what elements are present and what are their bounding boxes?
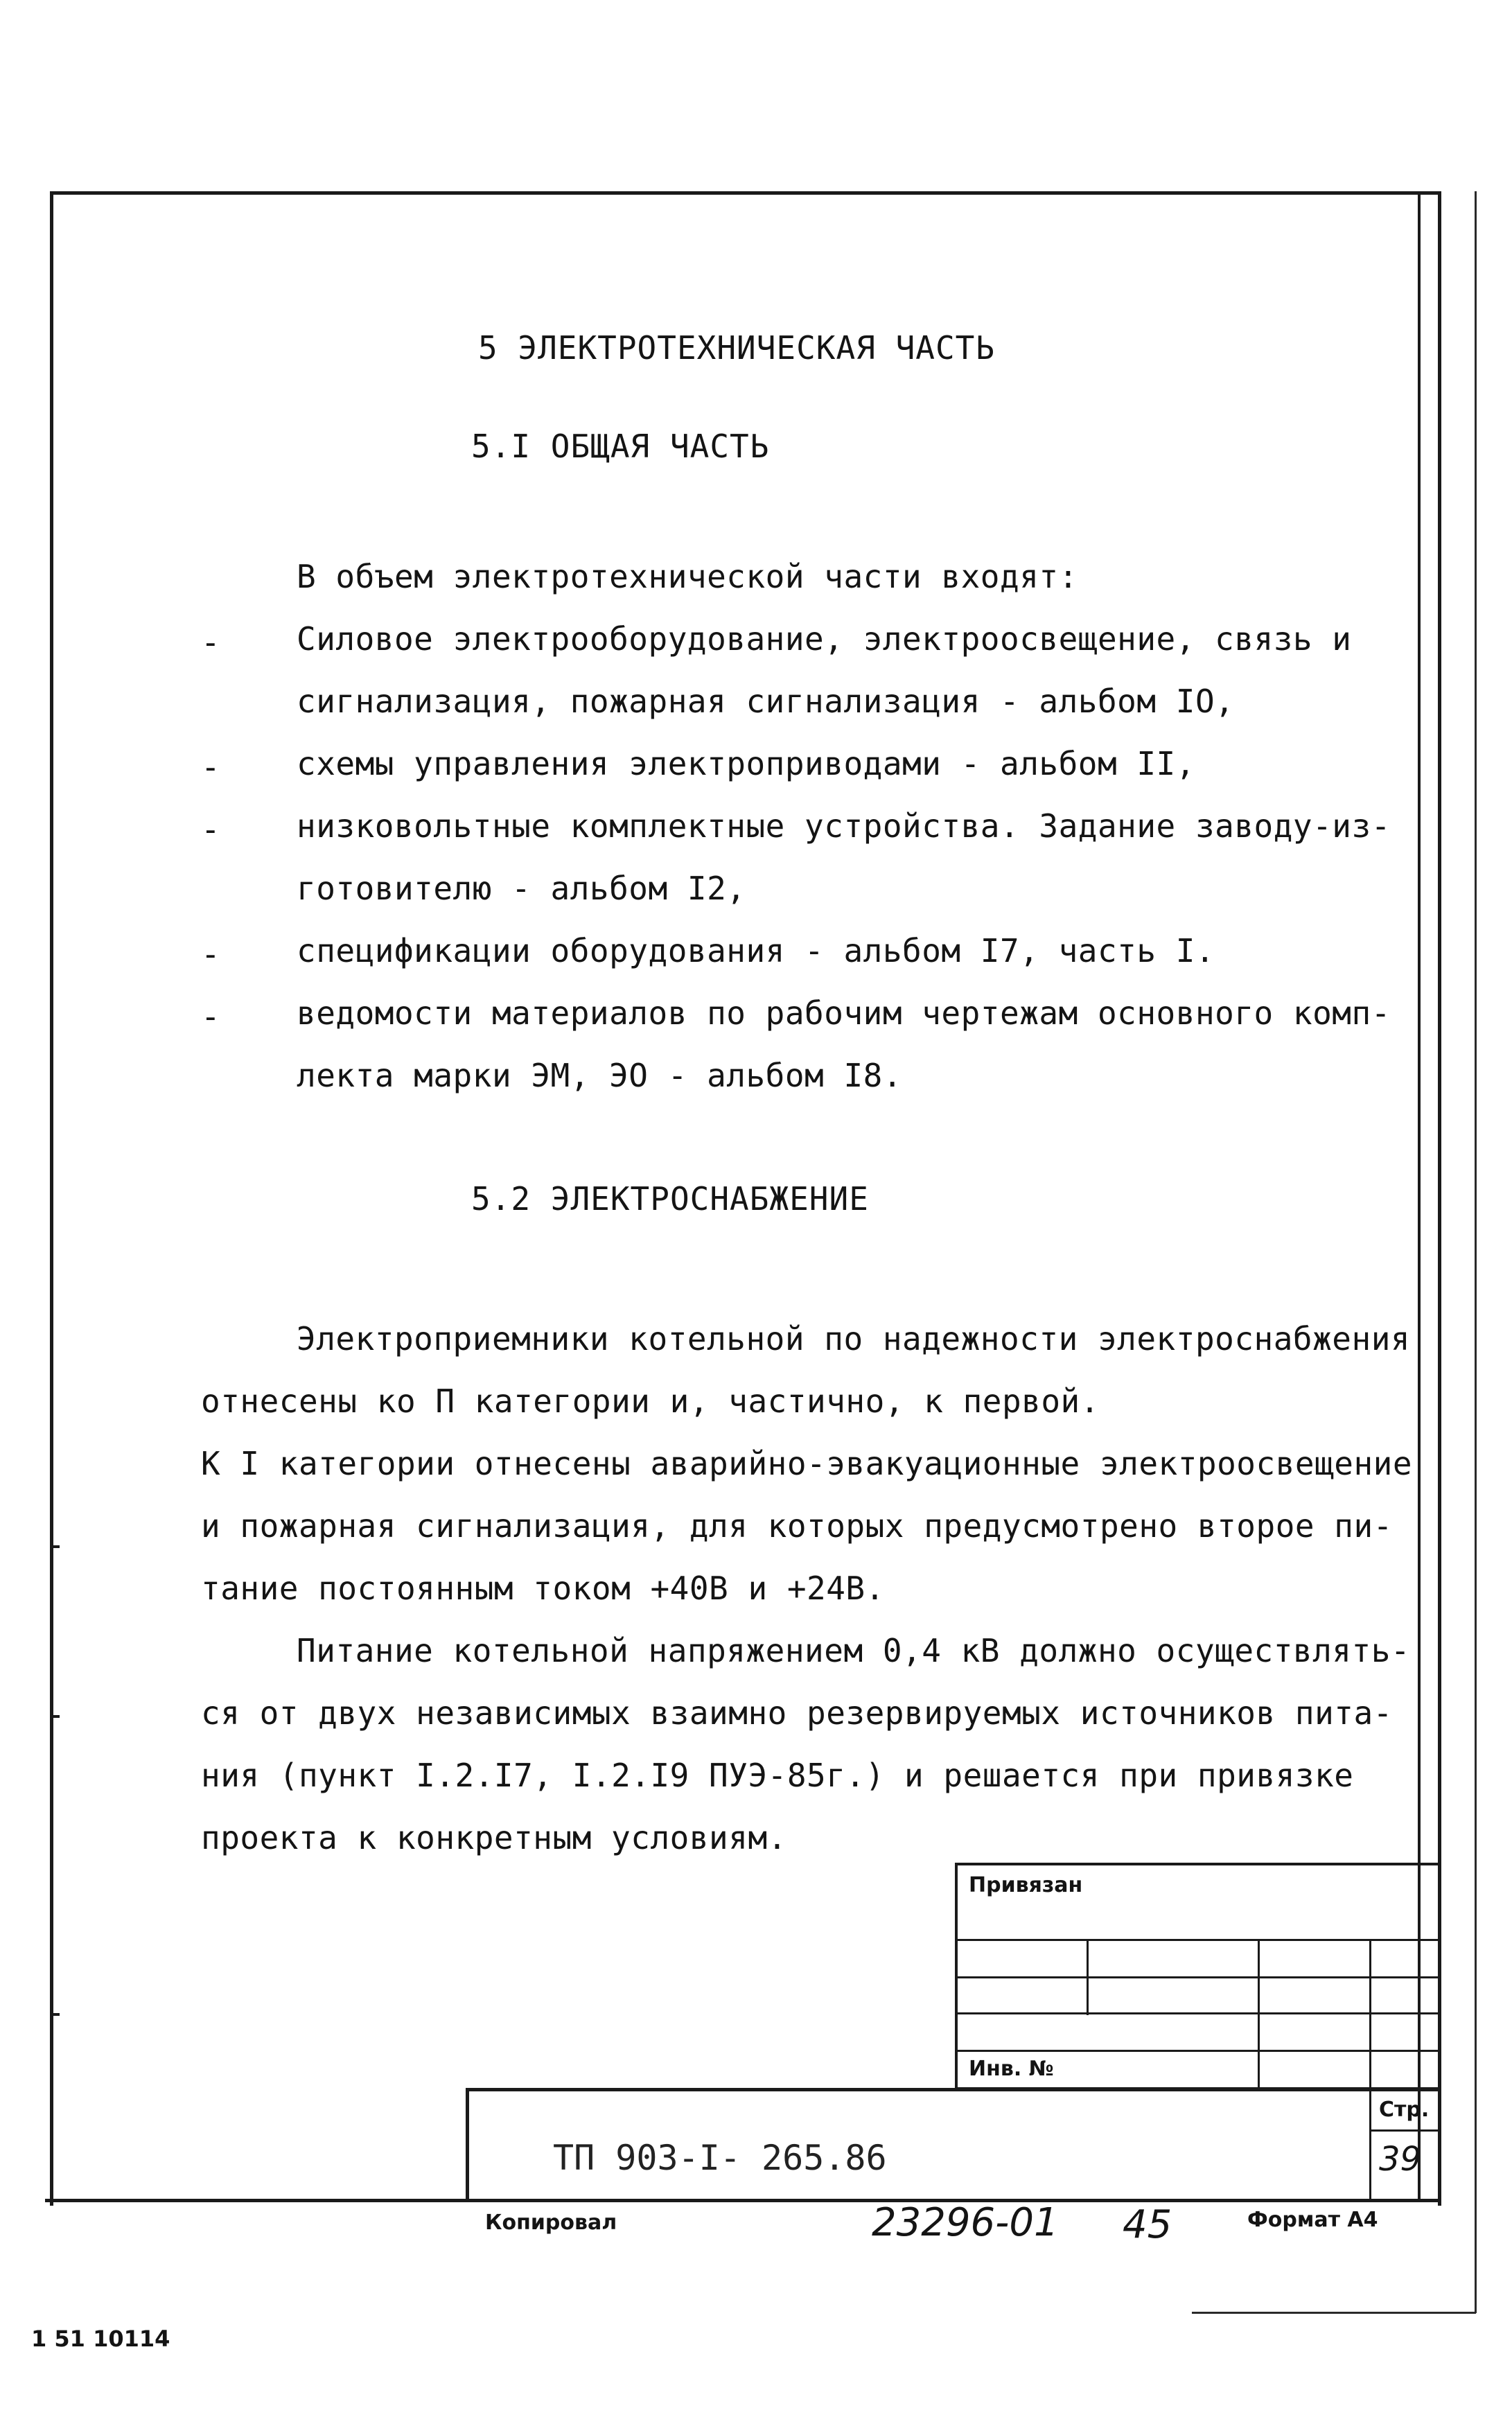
text-line: Питание котельной напряжением 0,4 кВ должно осуществлять- (297, 1632, 1411, 1669)
subsection-title-general: 5.I ОБЩАЯ ЧАСТЬ (471, 428, 770, 465)
format-label: Формат А4 (1247, 2208, 1378, 2232)
bottom-code: 1 51 10114 (31, 2326, 170, 2352)
list-bullet: - (201, 998, 220, 1035)
list-bullet: - (201, 811, 220, 848)
handwritten-number: 23296-01 (872, 2200, 1059, 2245)
text-line: тание постоянным током +40В и +24В. (201, 1570, 885, 1607)
list-bullet: - (201, 624, 220, 661)
list-line: низковольтные комплектные устройства. Задание заводу-из- (297, 807, 1391, 845)
binding-tick (50, 1545, 60, 1548)
text-line: Электроприемники котельной по надежности электроснабжения (297, 1320, 1411, 1358)
section-title: 5 ЭЛЕКТРОТЕХНИЧЕСКАЯ ЧАСТЬ (478, 329, 996, 367)
list-bullet: - (201, 748, 220, 786)
document-code: ТП 903-I- 265.86 (553, 2138, 887, 2178)
list-line: готовителю - альбом I2, (297, 870, 746, 907)
title-sheet-row-line (1369, 2129, 1440, 2132)
stamp-col-line (1087, 1939, 1089, 2015)
stamp-row-line (955, 2012, 1440, 2014)
text-line: и пожарная сигнализация, для которых предусмотрено второе пи- (201, 1507, 1393, 1545)
text-line: проекта к конкретным условиям. (201, 1819, 787, 1856)
subsection-title-power-supply: 5.2 ЭЛЕКТРОСНАБЖЕНИЕ (471, 1180, 869, 1218)
stamp-row-line (955, 2050, 1440, 2052)
text-line: ся от двух независимых взаимно резервируемых источников пита- (201, 1694, 1393, 1732)
scope-intro: В объем электротехнической части входят: (297, 558, 1078, 595)
sheet-number: 39 (1379, 2140, 1422, 2179)
inventory-number-label: Инв. № (969, 2057, 1054, 2081)
title-sheet-divider (1369, 2088, 1371, 2200)
binding-tick (50, 1715, 60, 1718)
bound-label: Привязан (969, 1873, 1083, 1897)
list-line: сигнализация, пожарная сигнализация - альбом IO, (297, 683, 1235, 720)
list-line: схемы управления электроприводами - альбом II, (297, 745, 1195, 782)
stamp-row-line (955, 1939, 1440, 1941)
copied-label: Копировал (485, 2211, 617, 2235)
text-line: ния (пункт I.2.I7, I.2.I9 ПУЭ-85г.) и решается при привязке (201, 1757, 1354, 1794)
list-line: лекта марки ЭМ, ЭО - альбом I8. (297, 1057, 903, 1094)
text-line: отнесены ко П категории и, частично, к первой. (201, 1382, 1100, 1420)
list-line: Силовое электрооборудование, электроосвещение, связь и (297, 620, 1352, 658)
stamp-col-line (1258, 1939, 1260, 2090)
text-line: К I категории отнесены аварийно-эвакуационные электроосвещение (201, 1445, 1413, 1482)
handwritten-sheet: 45 (1123, 2202, 1172, 2247)
stamp-col-line (1369, 1939, 1371, 2091)
list-line: спецификации оборудования - альбом I7, часть I. (297, 932, 1215, 969)
sheet-label: Стр. (1379, 2098, 1430, 2122)
binding-tick (50, 2013, 60, 2016)
list-line: ведомости материалов по рабочим чертежам основного комп- (297, 994, 1391, 1032)
frame-outer-right-line (1475, 191, 1477, 2313)
stamp-row-line (955, 1976, 1440, 1978)
frame-outer-bottom-line (1192, 2312, 1476, 2314)
list-bullet: - (201, 936, 220, 973)
